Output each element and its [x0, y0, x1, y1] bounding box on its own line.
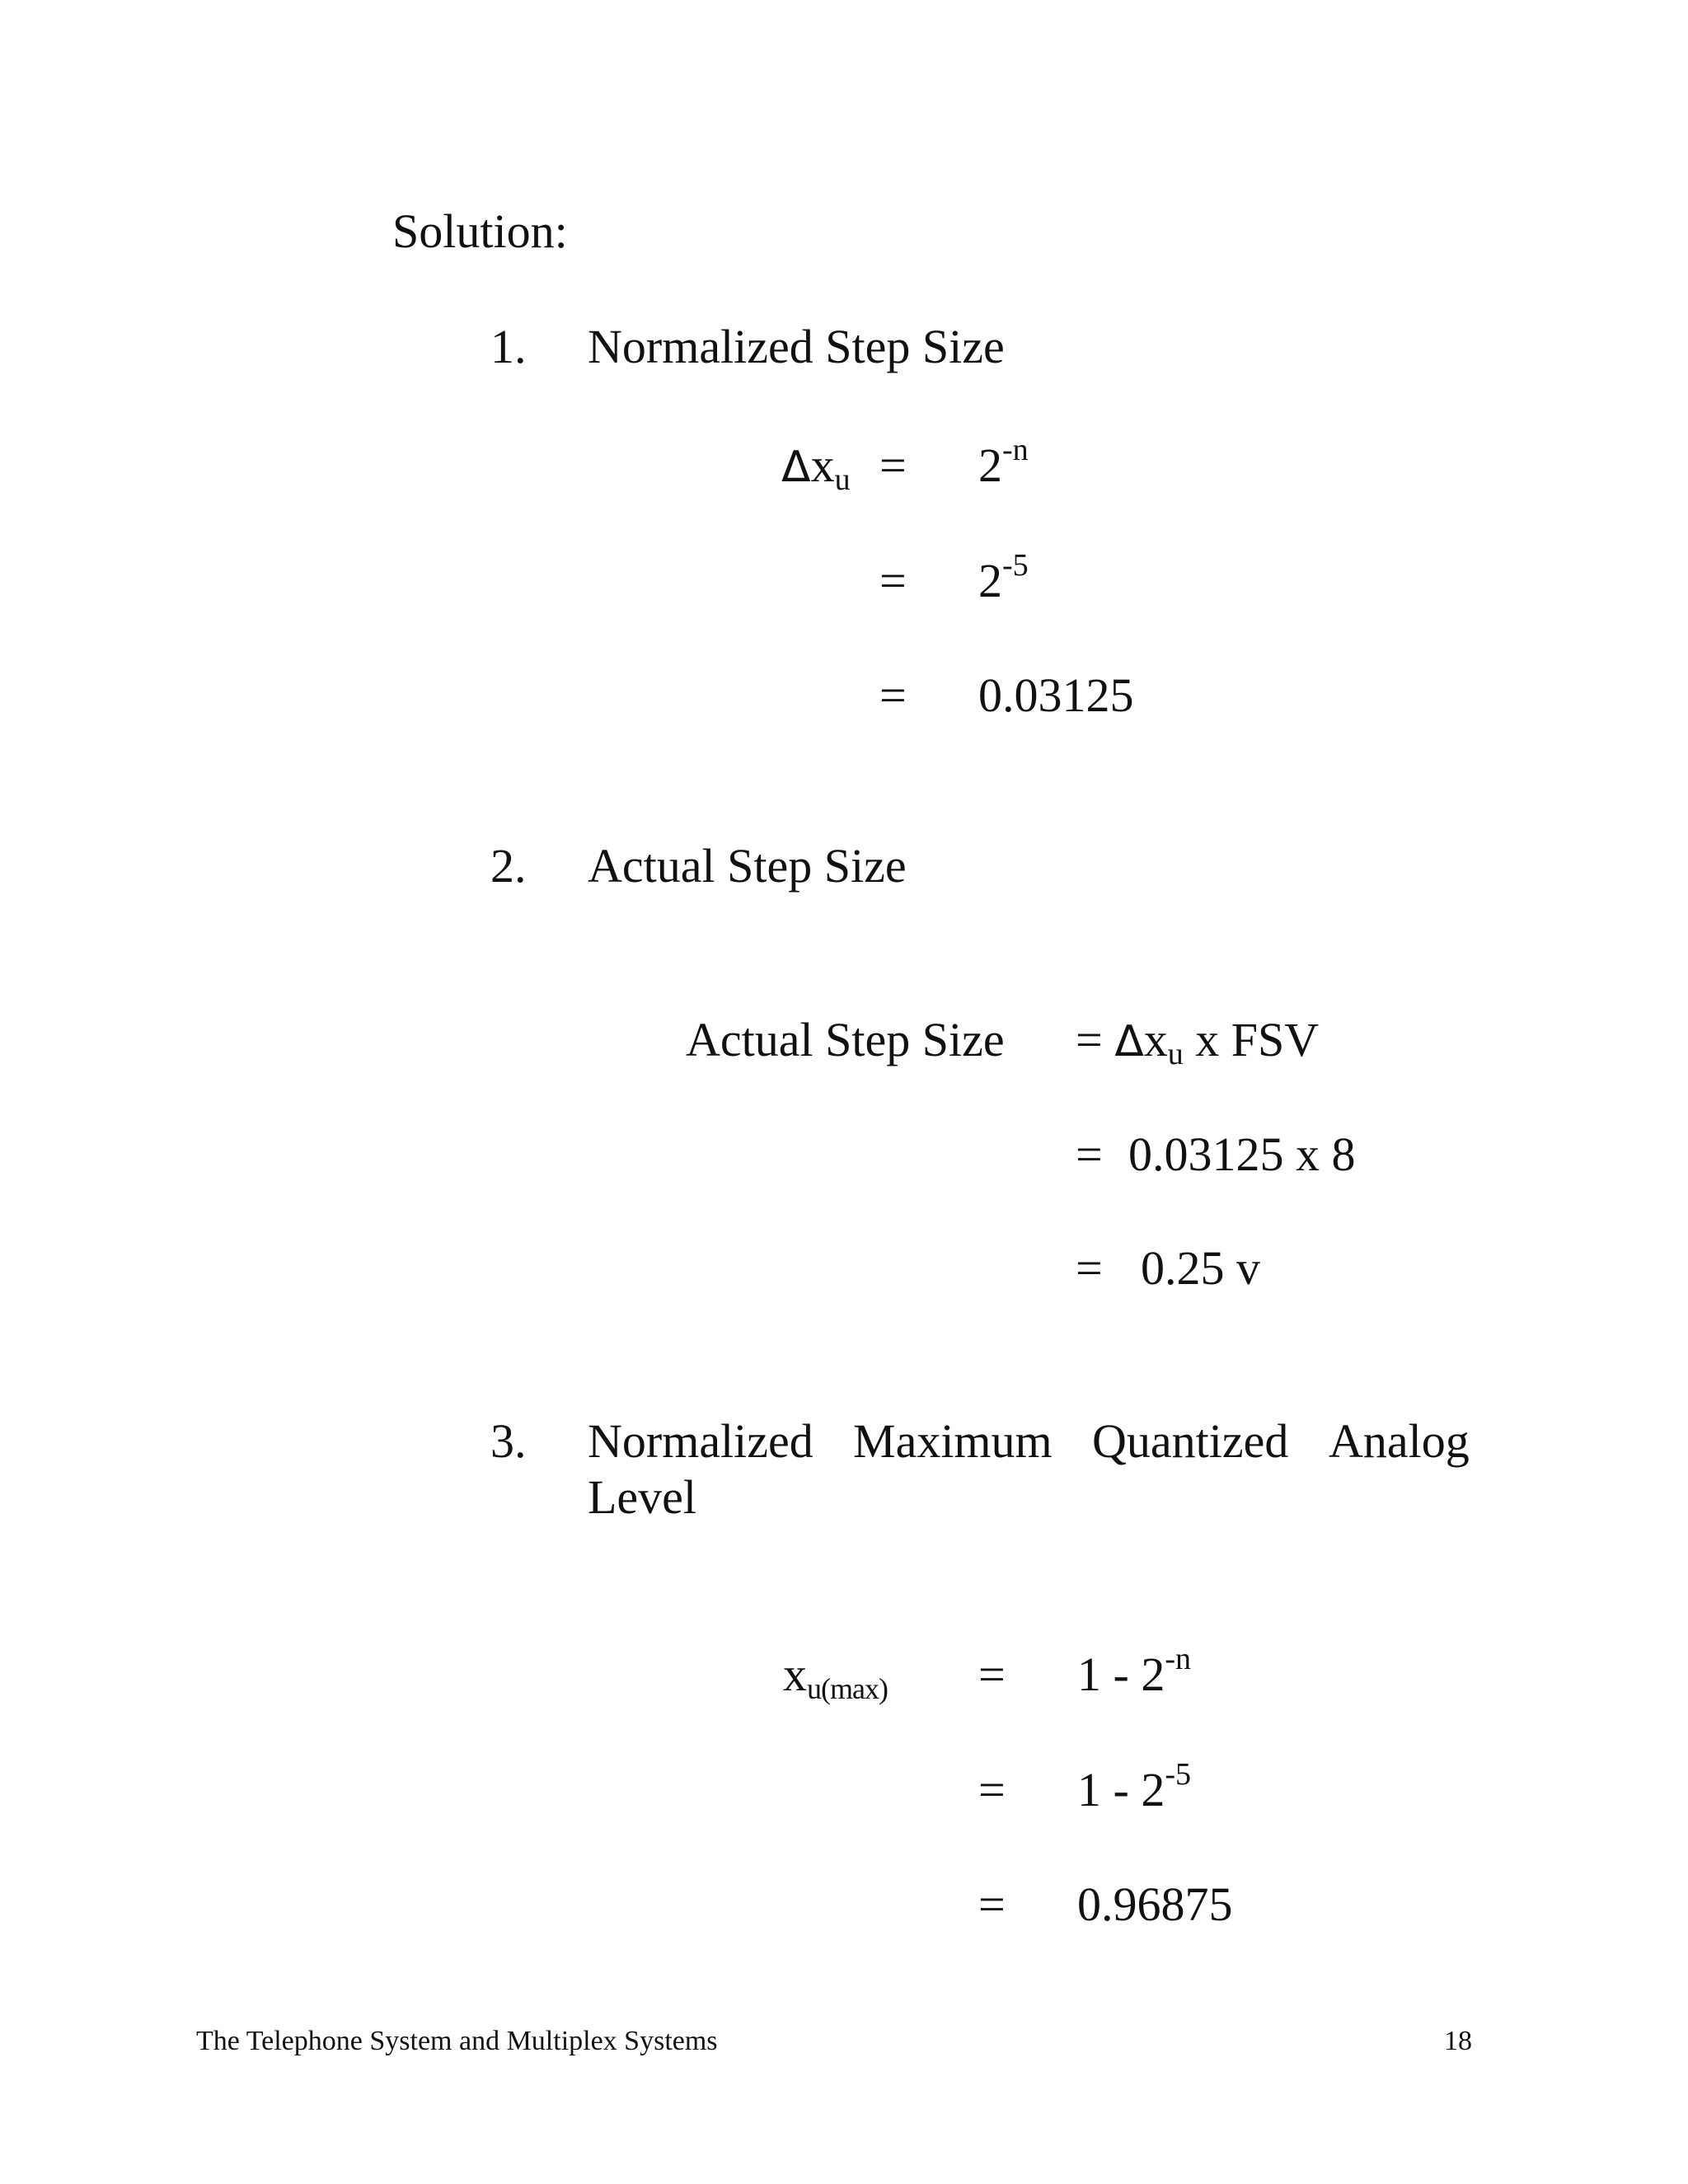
section-2-lhs: Actual Step Size — [686, 1013, 1005, 1066]
section-3-lhs — [783, 1647, 888, 1705]
power-base: 2 — [978, 554, 1002, 607]
section-1-number: 1. — [490, 320, 527, 373]
section-3-title-word-3: Quantized — [1092, 1414, 1289, 1468]
section-2-equals-2: = — [1076, 1127, 1103, 1181]
power-exponent: -n — [1002, 433, 1029, 467]
step-subscript: u — [1167, 1037, 1184, 1071]
section-3-equals-3: = — [978, 1877, 1006, 1931]
section-1-title: Normalized Step Size — [588, 320, 1005, 373]
section-2-result: 0.25 v — [1141, 1241, 1260, 1295]
section-1-equals-2: = — [879, 554, 907, 607]
step-variable: x — [1143, 1013, 1168, 1066]
section-3-step-1 — [1077, 1642, 1191, 1701]
delta-symbol: Δ — [781, 443, 811, 492]
section-2-step-1 — [1076, 1013, 1320, 1071]
lhs-subscript: u — [834, 462, 851, 497]
section-2-equals-3: = — [1076, 1241, 1103, 1295]
lhs-variable: x — [783, 1647, 807, 1701]
delta-symbol: Δ — [1114, 1017, 1144, 1066]
section-3-title-word-4: Analog — [1329, 1414, 1470, 1468]
page-number: 18 — [1444, 2026, 1472, 2056]
solution-heading: Solution: — [392, 204, 568, 258]
section-3-title-word-2: Maximum — [853, 1414, 1053, 1468]
section-2-title: Actual Step Size — [588, 839, 907, 893]
lhs-variable: x — [810, 438, 835, 492]
equals-sign: = — [1076, 1013, 1103, 1066]
footer-title: The Telephone System and Multiplex Systems — [196, 2026, 718, 2056]
power-base: 2 — [978, 438, 1002, 492]
section-1-step-1 — [978, 433, 1029, 492]
lhs-subscript: u(max) — [807, 1672, 888, 1705]
section-3-number: 3. — [490, 1414, 527, 1468]
section-3-result: 0.96875 — [1077, 1877, 1233, 1931]
section-3-equals-1: = — [978, 1647, 1006, 1701]
section-1-step-2 — [978, 548, 1029, 607]
power-expression: 1 - 2 — [1077, 1763, 1165, 1816]
power-exponent: -n — [1165, 1642, 1191, 1676]
section-1-result: 0.03125 — [978, 668, 1134, 722]
section-3-title-word-1: Normalized — [588, 1414, 814, 1468]
section-1-lhs — [781, 438, 851, 497]
step-remainder: x FSV — [1183, 1013, 1320, 1066]
power-exponent: -5 — [1165, 1757, 1191, 1792]
section-1-equals-1: = — [879, 438, 907, 492]
section-3-equals-2: = — [978, 1763, 1006, 1816]
section-3-title-line-2: Level — [588, 1470, 697, 1524]
power-expression: 1 - 2 — [1077, 1647, 1165, 1701]
section-3-step-2 — [1077, 1757, 1191, 1816]
section-1-equals-3: = — [879, 668, 907, 722]
section-2-step-2: 0.03125 x 8 — [1128, 1127, 1356, 1181]
section-2-number: 2. — [490, 839, 527, 893]
power-exponent: -5 — [1002, 548, 1029, 583]
